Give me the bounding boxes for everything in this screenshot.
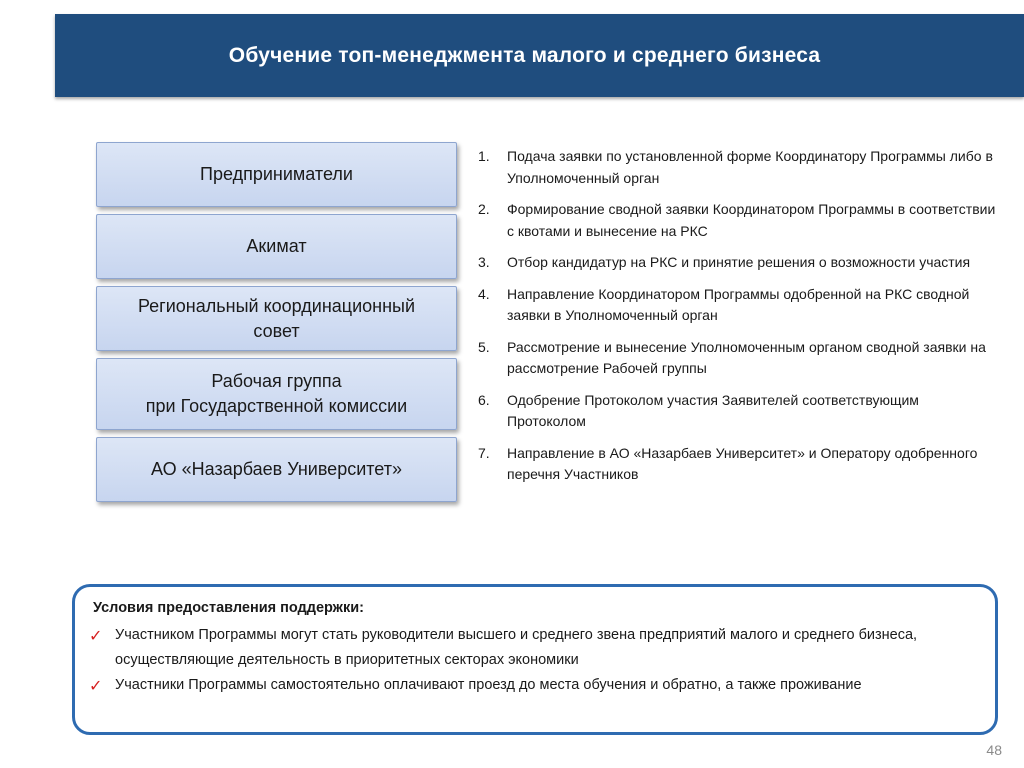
- list-item: [478, 199, 998, 242]
- list-item: [89, 623, 994, 673]
- conditions-list: [89, 623, 994, 698]
- step-text: Одобрение Протоколом участия Заявителей соответствующим Протоколом: [507, 391, 919, 429]
- condition-text: Участником Программы могут стать руководители высшего и среднего звена предприятий малого и среднего бизнеса, осуществляющие деятельность в приоритетных секторах экономики: [115, 627, 918, 668]
- list-item: [478, 146, 998, 189]
- box-label: АО «Назарбаев Университет»: [151, 459, 402, 479]
- box-label: Рабочая группа при Государственной комиссии: [145, 371, 408, 416]
- step-text: Отбор кандидатур на РКС и принятие решения о возможности участия: [507, 254, 971, 270]
- step-number: 1.: [478, 148, 490, 164]
- box-entrepreneurs: [96, 142, 457, 207]
- box-label: Предприниматели: [200, 164, 353, 184]
- step-text: Направление Координатором Программы одобренной на РКС сводной заявки в Уполномоченный орган: [507, 285, 970, 323]
- step-number: 5.: [478, 338, 490, 355]
- step-number: 2.: [478, 201, 490, 217]
- box-working-group: [96, 358, 457, 430]
- box-nazarbayev-university: [96, 437, 457, 502]
- step-text: Рассмотрение и вынесение Уполномоченным органом сводной заявки на рассмотрение Рабочей группы: [507, 338, 986, 376]
- box-label: Региональный координационный совет: [137, 295, 416, 341]
- slide-title: Обучение топ-менеджмента малого и среднего бизнеса: [228, 43, 821, 67]
- list-item: [89, 673, 994, 698]
- list-item: [478, 284, 998, 327]
- slide-header: [55, 14, 1024, 97]
- step-number: 6.: [478, 391, 490, 408]
- condition-text: Участники Программы самостоятельно оплачивают проезд до места обучения и обратно, а также проживание: [115, 677, 862, 693]
- step-text: Направление в АО «Назарбаев Университет» и Оператору одобренного перечня Участников: [507, 444, 978, 482]
- step-number: 4.: [478, 285, 490, 302]
- page-number: 48: [986, 742, 1002, 758]
- step-number: 3.: [478, 254, 490, 270]
- box-akimat: [96, 214, 457, 279]
- conditions-title: Условия предоставления поддержки:: [93, 600, 364, 616]
- list-item: [478, 390, 998, 433]
- list-item: [478, 252, 998, 274]
- step-text: Подача заявки по установленной форме Координатору Программы либо в Уполномоченный орган: [507, 148, 993, 186]
- list-item: [478, 337, 998, 380]
- step-text: Формирование сводной заявки Координатором Программы в соответствии с квотами и вынесение на РКС: [507, 201, 996, 239]
- process-steps-list: [478, 146, 998, 496]
- checkmark-icon: ✓: [89, 678, 103, 695]
- box-label: Акимат: [246, 236, 307, 256]
- list-item: [478, 443, 998, 486]
- box-regional-council: [96, 286, 457, 351]
- step-number: 7.: [478, 444, 490, 461]
- checkmark-icon: ✓: [89, 628, 103, 645]
